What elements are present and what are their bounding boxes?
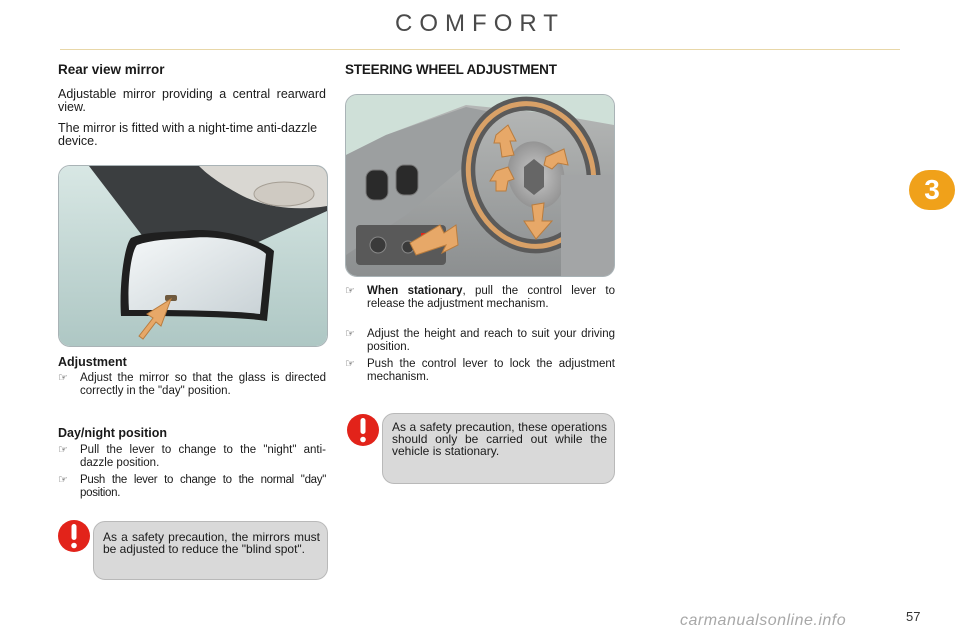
bullet-marker-icon: ☞ — [58, 372, 68, 384]
warning-box — [93, 521, 328, 580]
bullet-marker-icon: ☞ — [345, 285, 355, 297]
list-item-rest: , pull the control lever to release the adjustment mechanism. — [367, 285, 615, 310]
page-title: COMFORT — [395, 10, 565, 37]
bullet-marker-icon: ☞ — [345, 358, 355, 370]
list-item-text: Push the lever to change to the normal "day" position. — [80, 474, 326, 499]
mirror-intro-2: The mirror is fitted with a night-time anti-dazzle device. — [58, 121, 318, 148]
bullet-marker-icon: ☞ — [58, 474, 68, 486]
warning-box — [382, 413, 615, 484]
list-item — [345, 328, 615, 356]
watermark: carmanualsonline.info — [680, 612, 847, 629]
list-item — [345, 358, 615, 386]
list-item — [58, 444, 326, 472]
rear-mirror-heading: Rear view mirror — [58, 62, 165, 77]
mirror-illustration — [58, 165, 328, 347]
list-item-text: Pull the lever to change to the "night" anti-dazzle position. — [80, 444, 326, 469]
warning-icon — [56, 518, 92, 554]
list-item-text — [367, 285, 615, 311]
list-item-text: Adjust the height and reach to suit your driving position. — [367, 328, 615, 353]
steering-heading: STEERING WHEEL ADJUSTMENT — [345, 62, 557, 77]
daynight-heading: Day/night position — [58, 426, 168, 440]
header-divider — [60, 49, 900, 50]
warning-text: As a safety precaution, the mirrors must be adjusted to reduce the "blind spot". — [103, 530, 320, 556]
bullet-marker-icon: ☞ — [345, 328, 355, 340]
list-item — [58, 372, 326, 412]
warning-icon — [345, 412, 381, 448]
list-item-text: Push the control lever to lock the adjustment mechanism. — [367, 358, 615, 383]
list-item — [58, 474, 326, 502]
bullet-marker-icon: ☞ — [58, 444, 68, 456]
adjustment-heading: Adjustment — [58, 355, 127, 369]
chapter-tab[interactable]: 3 — [909, 170, 955, 210]
list-item-bold: When stationary — [367, 285, 463, 297]
mirror-intro-1: Adjustable mirror providing a central rearward view. — [58, 87, 326, 114]
page-number: 57 — [906, 609, 921, 624]
list-item — [345, 285, 615, 325]
warning-text: As a safety precaution, these operations should only be carried out while the vehicle is stationary. — [392, 420, 607, 458]
steering-illustration — [345, 94, 615, 277]
list-item-text: Adjust the mirror so that the glass is directed correctly in the "day" position. — [80, 372, 326, 397]
